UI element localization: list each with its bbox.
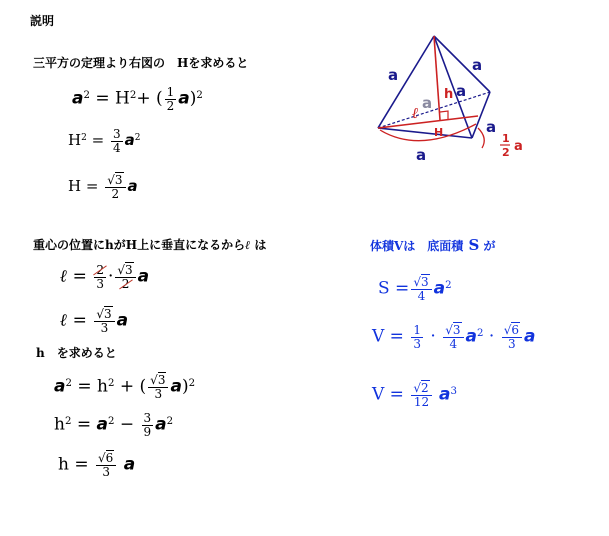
label-half-num: 1	[502, 132, 510, 145]
label-half-den: 2	[502, 146, 510, 159]
label-ell: ℓ	[412, 104, 419, 122]
equation-ell: ℓ = √ $\frac{3}{3}$ a	[60, 308, 128, 334]
label-a-base-right: a	[486, 118, 497, 136]
h-text: h を求めると	[36, 346, 117, 360]
intro-text: 三平方の定理より右図の Hを求めると	[33, 56, 249, 70]
equation-H-squared: $H^2$ = $\frac{3}{4}$ $a^2$	[68, 127, 141, 155]
right-angle-mark	[440, 111, 448, 119]
equation-H: H = √ $\frac{3}{2}$ a	[68, 174, 138, 200]
half-arc	[478, 128, 484, 148]
label-a-front: a	[456, 82, 467, 100]
label-a-left: a	[388, 66, 399, 84]
label-a-gray: a	[422, 94, 433, 112]
equation-S: S = √ $\frac{3}{4}$ $a^2$	[378, 276, 452, 302]
equation-h: h = √ $\frac{6}{3}$ a	[58, 452, 135, 478]
equation-V: V = $\frac{1}{3}$ · √ $\frac{3}{4}$ $a^2$ · √ $\frac{6}{3}$ a	[372, 324, 535, 350]
equation-a-squared-h: $a^2 = h^2$ + ( √ $\frac{3}{3}$ a)$^2$	[54, 374, 195, 400]
label-H: H	[434, 126, 444, 139]
centroid-text: 重心の位置にhがH上に垂直になるからℓ は	[33, 238, 267, 252]
label-a-base: a	[416, 146, 427, 164]
volume-text: 体積Vは 底面積 S が	[370, 236, 496, 254]
equation-V-result: V = √ $\frac{2}{12}$ $a^3$	[372, 382, 457, 408]
equation-h-squared: $h^2 = a^2$ − $\frac{3}{9}$ $a^2$	[54, 411, 174, 439]
equation-ell-derivation: ℓ = $\frac{2}{3}$ · √ $\frac{3}{2}$ a	[60, 264, 149, 290]
tetrahedron-figure	[360, 28, 560, 178]
edge-left	[378, 36, 434, 128]
label-half-a: a	[514, 139, 523, 154]
edge-base-back	[378, 92, 490, 128]
label-h: h	[444, 87, 454, 102]
equation-a-squared: $a^2 = H^2+$ ( $\frac{1}{2}$ a)$^2$	[72, 85, 203, 113]
median-line	[378, 116, 478, 128]
heading: 説明	[30, 14, 55, 28]
label-a-right: a	[472, 56, 483, 74]
